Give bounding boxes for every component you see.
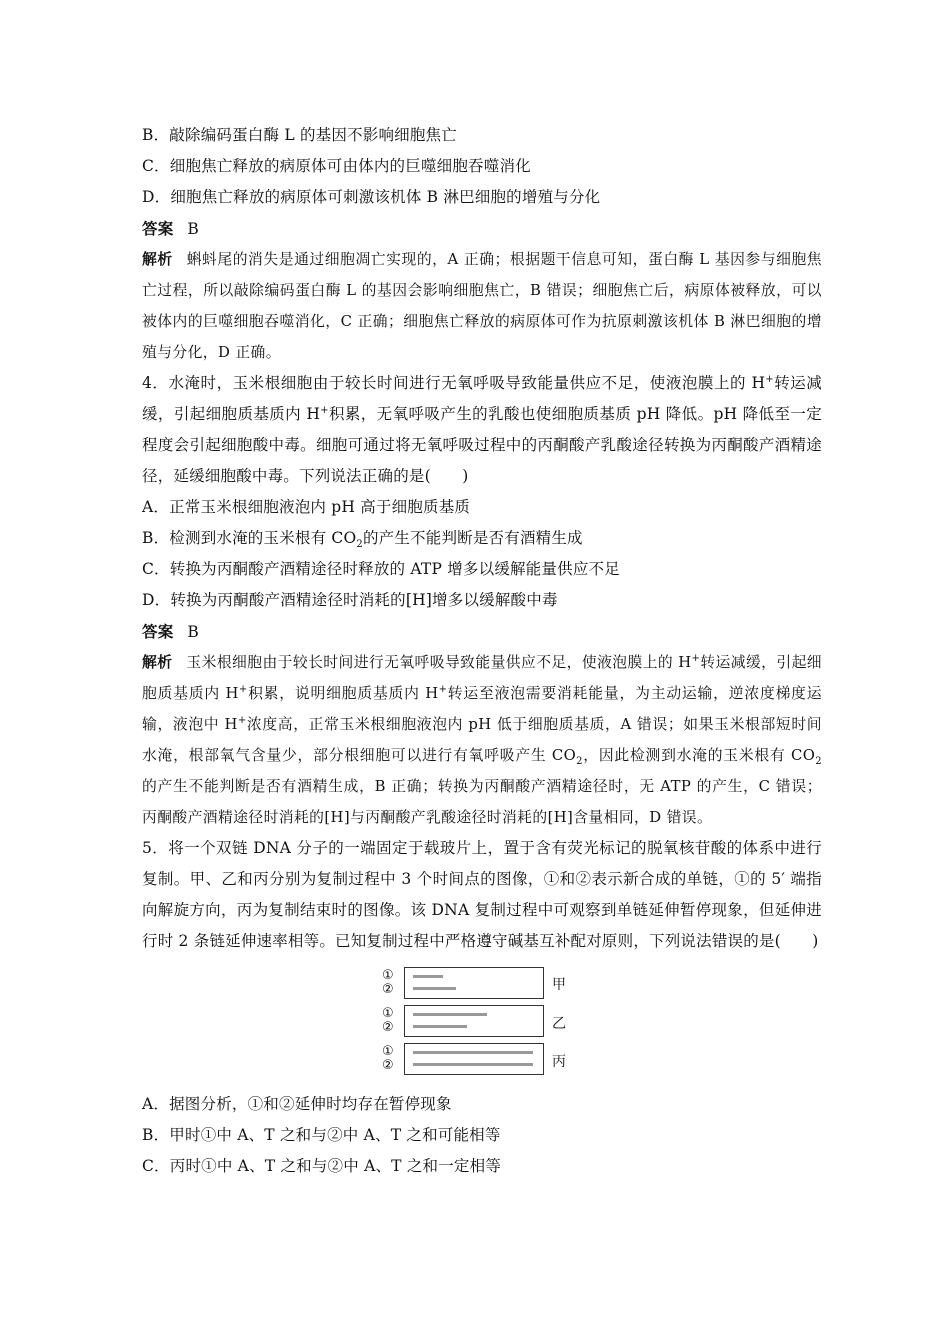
panel-label-bing: 丙 <box>552 1054 566 1070</box>
q3-option-d: D．细胞焦亡释放的病原体可刺激该机体 B 淋巴细胞的增殖与分化 <box>142 188 601 206</box>
analysis-label: 解析 <box>142 251 173 268</box>
q4-option-d: D．转换为丙酮酸产酒精途径时消耗的[H]增多以缓解酸中毒 <box>142 591 558 609</box>
strand-2-marker: ② <box>382 982 394 997</box>
q3-option-b: B．敲除编码蛋白酶 L 的基因不影响细胞焦亡 <box>142 126 457 144</box>
q3-answer <box>142 213 822 244</box>
strand-2-marker: ② <box>382 1058 394 1073</box>
q5-option-c: C．丙时①中 A、T 之和与②中 A、T 之和一定相等 <box>142 1157 502 1175</box>
analysis-text: 蝌蚪尾的消失是通过细胞凋亡实现的，A 正确；根据题干信息可知，蛋白酶 L 基因参与细胞焦亡过程，所以敲除编码蛋白酶 L 的基因会影响细胞焦亡，B 错误；细胞焦亡后，病原体被释放，可以被体内的巨噬细胞吞噬消化，C 正确；细胞焦亡释放的病原体可作为抗原刺激该机体 B 淋巴细胞的增殖与分化，D 正确。 <box>142 251 822 361</box>
answer-value: B <box>187 623 199 641</box>
strand-1-marker: ① <box>382 968 394 983</box>
q4-stem: 4．水淹时，玉米根细胞由于较长时间进行无氧呼吸导致能量供应不足，使液泡膜上的 H+转运减缓，引起细胞质基质内 H+积累，无氧呼吸产生的乳酸也使细胞质基质 pH 降低。pH 降低至一定程度会引起细胞酸中毒。细胞可通过将无氧呼吸过程中的丙酮酸产乳酸途径转换为丙酮酸产酒精途径，延缓细胞酸中毒。下列说法正确的是( ) <box>142 373 822 485</box>
answer-value: B <box>187 220 199 238</box>
q4-analysis: 解析 玉米根细胞由于较长时间进行无氧呼吸导致能量供应不足，使液泡膜上的 H+转运减缓，引起细胞质基质内 H+积累，说明细胞质基质内 H+转运至液泡需要消耗能量，为主动运输，逆浓度梯度运输，液泡中 H+浓度高，正常玉米根细胞液泡内 pH 低于细胞质基质，A 错误；如果玉米根部短时间水淹，根部氧气含量少，部分根细胞可以进行有氧呼吸产生 $CO_2$，因此检测到水淹的玉米根有 $CO_2$的产生不能判断是否有酒精生成，B 正确；转换为丙酮酸产酒精途径时，无 ATP 的产生，C 错误；丙酮酸产酒精途径时消耗的[H]与丙酮酸产乳酸途径时消耗的[H]含量相同，D 错误。 <box>142 653 822 826</box>
answer-label: 答案 <box>142 622 174 641</box>
panel-label-jia: 甲 <box>552 977 566 993</box>
q5-option-a: A．据图分析，①和②延伸时均存在暂停现象 <box>142 1095 452 1113</box>
strand-1-marker: ① <box>382 1044 394 1059</box>
panel-bing <box>404 1043 544 1075</box>
answer-label: 答案 <box>142 219 174 238</box>
q4-option-c: C．转换为丙酮酸产酒精途径时释放的 ATP 增多以缓解能量供应不足 <box>142 560 620 578</box>
page-content <box>142 120 822 1182</box>
strand-1 <box>413 975 443 978</box>
analysis-label: 解析 <box>142 654 173 671</box>
strand-1 <box>413 1013 487 1016</box>
panel-yi <box>404 1005 544 1037</box>
q5-option-b: B．甲时①中 A、T 之和与②中 A、T 之和可能相等 <box>142 1126 501 1144</box>
strand-2 <box>413 1063 533 1066</box>
dna-replication-figure <box>142 963 822 1087</box>
strand-2-marker: ② <box>382 1020 394 1035</box>
q3-option-c: C．细胞焦亡释放的病原体可由体内的巨噬细胞吞噬消化 <box>142 157 531 175</box>
strand-1 <box>413 1051 533 1054</box>
q4-option-b: B．检测到水淹的玉米根有 $CO_2$的产生不能判断是否有酒精生成 <box>142 529 583 551</box>
panel-label-yi: 乙 <box>552 1016 566 1032</box>
strand-1-marker: ① <box>382 1006 394 1021</box>
q4-option-a: A．正常玉米根细胞液泡内 pH 高于细胞质基质 <box>142 498 471 516</box>
strand-2 <box>413 987 456 990</box>
panel-jia <box>404 967 544 999</box>
strand-2 <box>413 1025 467 1028</box>
q3-analysis <box>142 244 822 368</box>
q5-stem: 5．将一个双链 DNA 分子的一端固定于载玻片上，置于含有荧光标记的脱氧核苷酸的体系中进行复制。甲、乙和丙分别为复制过程中 3 个时间点的图像，①和②表示新合成的单链，①的 5′ 端指向解旋方向，丙为复制结束时的图像。该 DNA 复制过程中可观察到单链延伸暂停现象，但延伸进行时 2 条链延伸速率相等。已知复制过程中严格遵守碱基互补配对原则，下列说法错误的是( ) <box>142 839 822 950</box>
q4-answer <box>142 616 822 647</box>
